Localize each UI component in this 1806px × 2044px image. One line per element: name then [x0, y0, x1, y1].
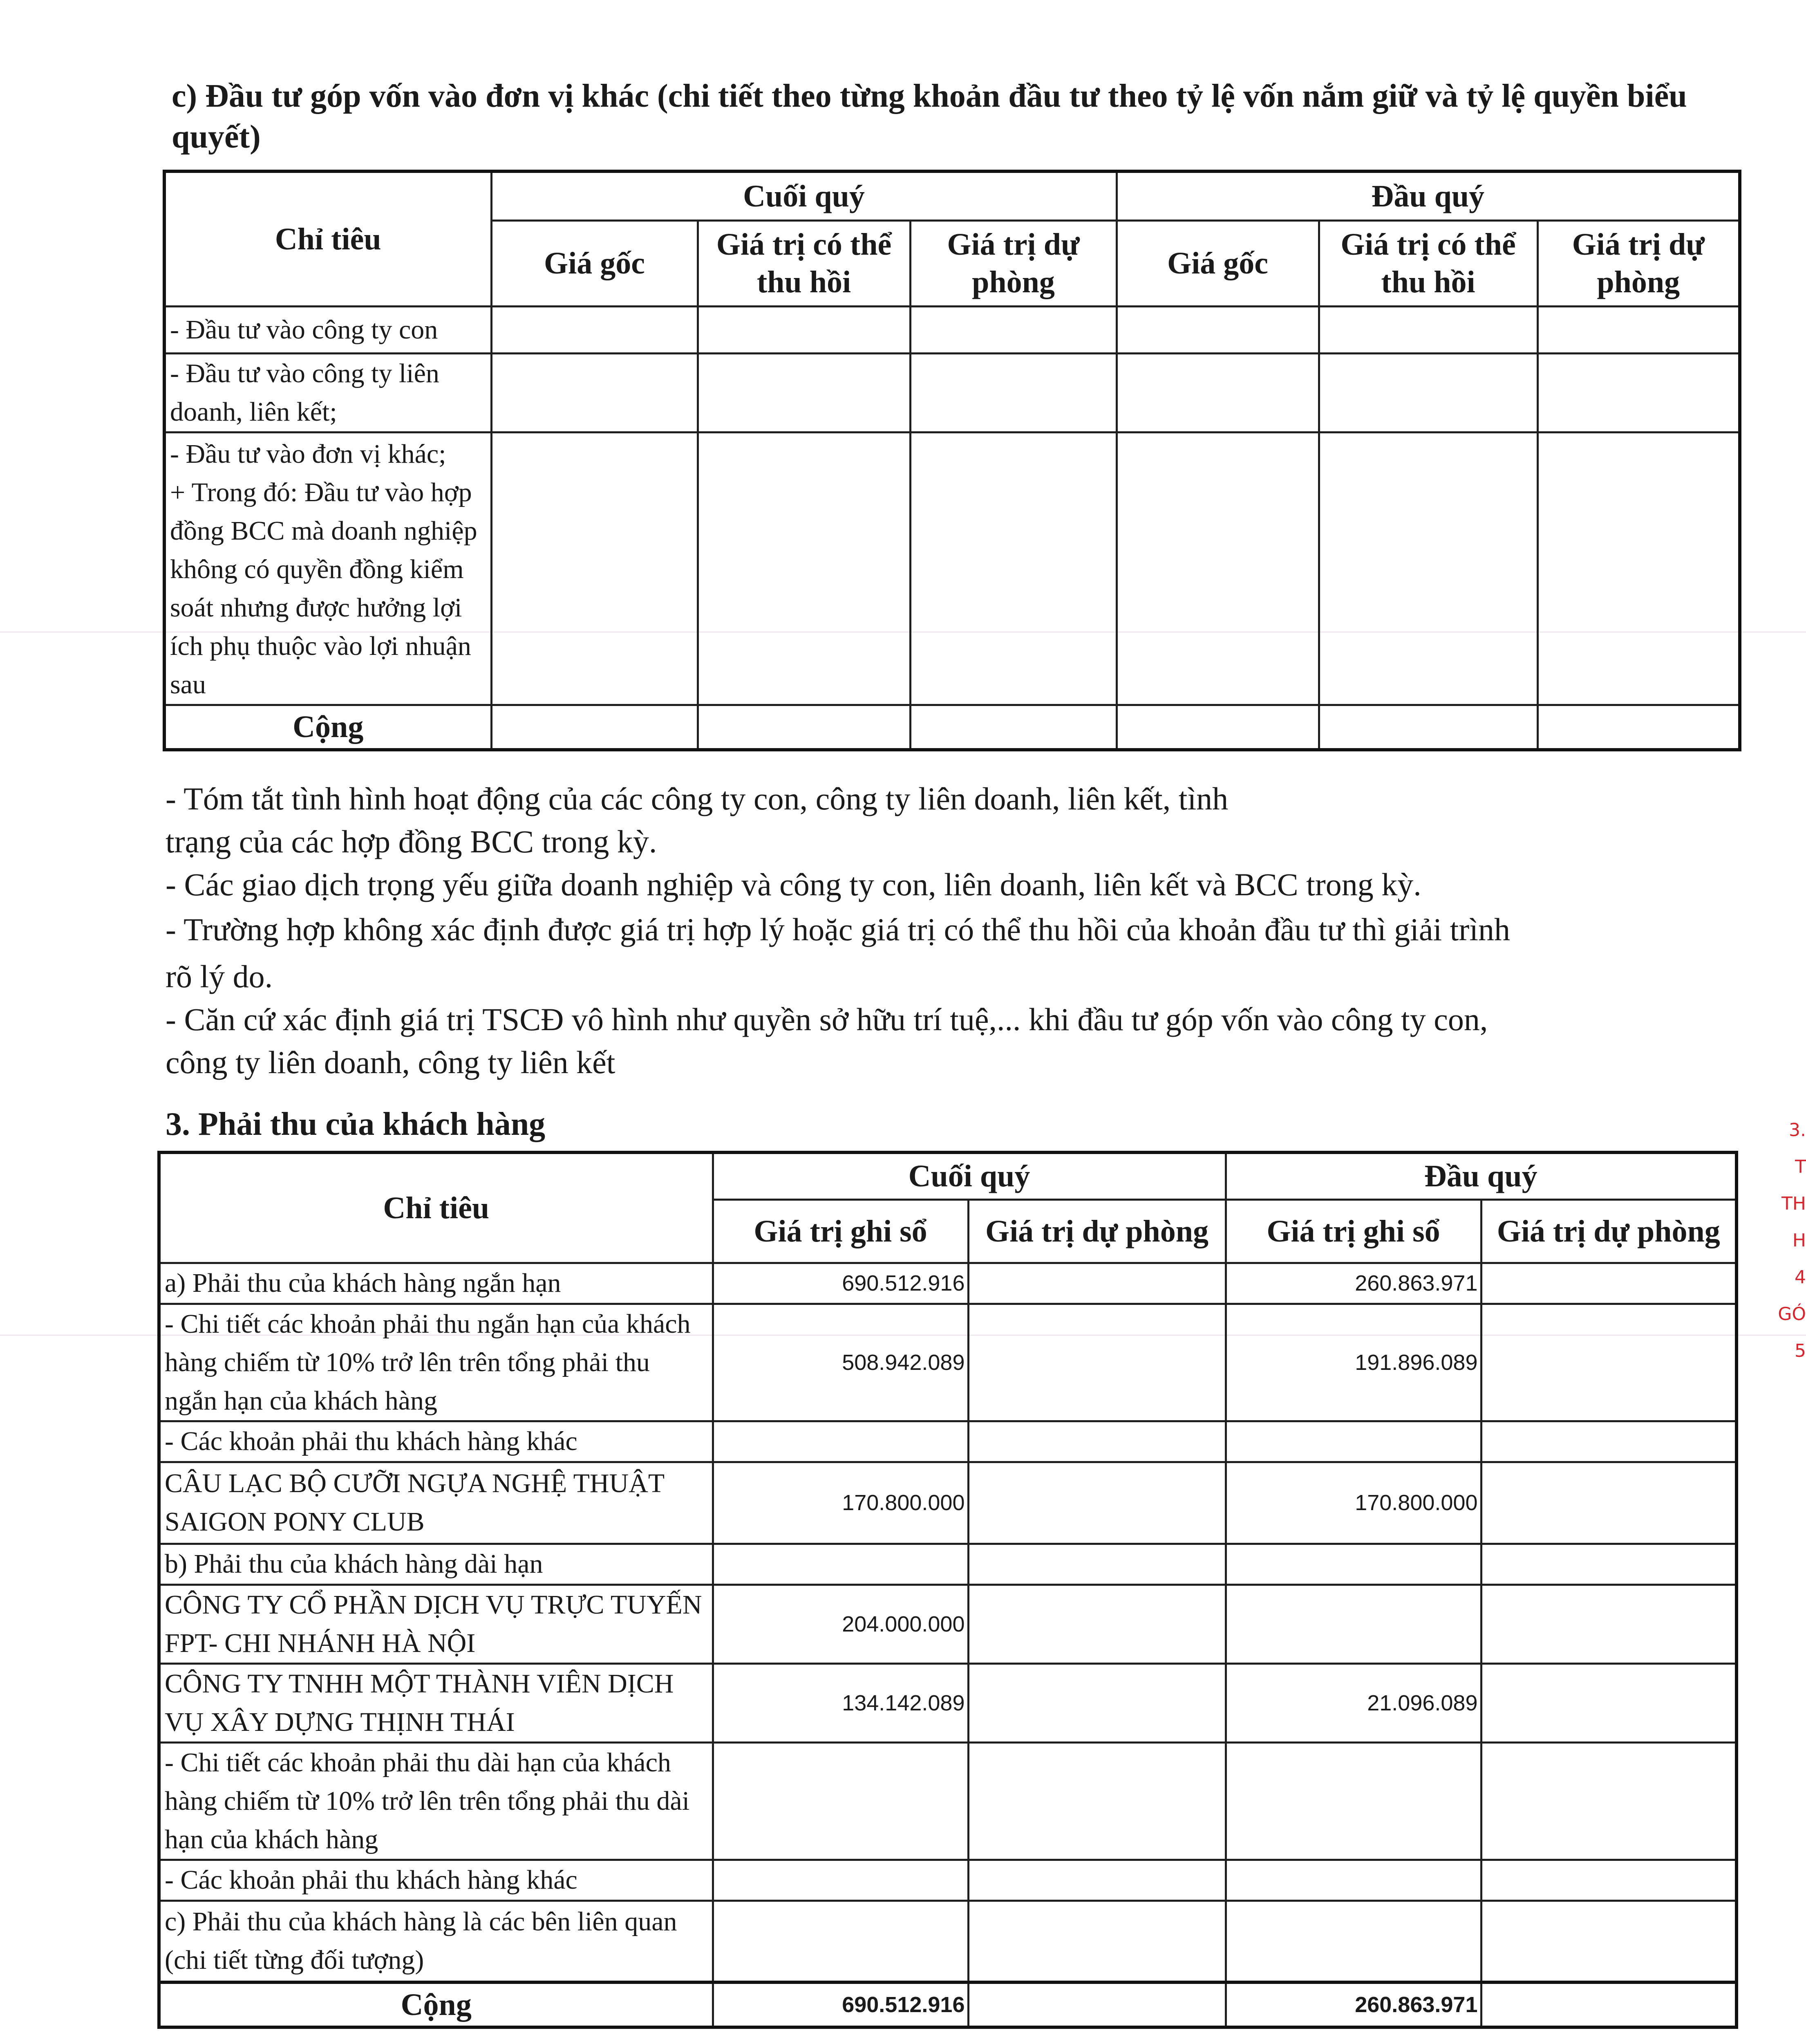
- header-du-phong: Giá trị dự phòng: [968, 1199, 1226, 1263]
- note-line: công ty liên doanh, công ty liên kết: [166, 1044, 615, 1080]
- stamp-text: H: [1792, 1230, 1806, 1251]
- begin-book-value: 21.096.089: [1226, 1663, 1481, 1742]
- section-c-heading: c) Đầu tư góp vốn vào đơn vị khác (chi tiết theo từng khoản đầu tư theo tỷ lệ vốn nắm giữ và tỷ lệ quyền biểu quyết): [172, 78, 1687, 155]
- total-end-book-value: 690.512.916: [713, 1982, 968, 2027]
- end-book-value: 170.800.000: [713, 1462, 968, 1544]
- begin-provision: [1481, 1421, 1737, 1462]
- table-row: [164, 353, 1740, 432]
- header-gia-tri-du-phong: Giá trị dự phòng: [910, 220, 1117, 306]
- table-row: [159, 1860, 1737, 1901]
- begin-book-value: [1226, 1901, 1481, 1982]
- begin-book-value: [1226, 1860, 1481, 1901]
- table-row: [164, 432, 1740, 705]
- row-label: - Các khoản phải thu khách hàng khác: [159, 1421, 713, 1462]
- total-row: [164, 705, 1740, 750]
- begin-book-value: [1226, 1585, 1481, 1663]
- note-line: rõ lý do.: [166, 959, 273, 994]
- begin-book-value: [1226, 1742, 1481, 1860]
- total-begin-provision: [1481, 1982, 1737, 2027]
- total-begin-book-value: 260.863.971: [1226, 1982, 1481, 2027]
- header-gia-goc: Giá gốc: [491, 220, 698, 306]
- end-provision: [968, 1860, 1226, 1901]
- header-cuoi-quy: Cuối quý: [491, 171, 1117, 220]
- row-label-line: - Đầu tư vào đơn vị khác;: [170, 439, 446, 469]
- row-label: - Chi tiết các khoản phải thu ngắn hạn của khách hàng chiếm từ 10% trở lên trên tổng phải thu ngắn hạn của khách hàng: [159, 1304, 713, 1421]
- table-row: [159, 1742, 1737, 1860]
- header-chi-tieu: Chỉ tiêu: [164, 171, 491, 306]
- begin-provision: [1481, 1901, 1737, 1982]
- table-row: [159, 1304, 1737, 1421]
- row-label: CÔNG TY CỔ PHẦN DỊCH VỤ TRỰC TUYẾN FPT- CHI NHÁNH HÀ NỘI: [159, 1585, 713, 1663]
- begin-provision: [1481, 1462, 1737, 1544]
- header-ghi-so: Giá trị ghi sổ: [1226, 1199, 1481, 1263]
- row-label: - Chi tiết các khoản phải thu dài hạn của khách hàng chiếm từ 10% trở lên trên tổng phải thu dài hạn của khách hàng: [159, 1742, 713, 1860]
- total-end-provision: [968, 1982, 1226, 2027]
- row-label: [164, 432, 491, 705]
- begin-book-value: [1226, 1544, 1481, 1585]
- begin-provision: [1481, 1585, 1737, 1663]
- section-3-heading: 3. Phải thu của khách hàng: [166, 1106, 546, 1142]
- row-label: CÂU LẠC BỘ CƯỠI NGỰA NGHỆ THUẬT SAIGON PONY CLUB: [159, 1462, 713, 1544]
- end-book-value: 204.000.000: [713, 1585, 968, 1663]
- header-du-phong: Giá trị dự phòng: [1481, 1199, 1737, 1263]
- begin-provision: [1481, 1544, 1737, 1585]
- stamp-text: 5: [1795, 1340, 1806, 1361]
- header-gia-tri-thu-hoi: Giá trị có thể thu hồi: [698, 220, 910, 306]
- table-row: [159, 1421, 1737, 1462]
- header-dau-quy: Đầu quý: [1117, 171, 1740, 220]
- begin-book-value: 170.800.000: [1226, 1462, 1481, 1544]
- header-cuoi-quy: Cuối quý: [713, 1152, 1226, 1199]
- row-label: - Đầu tư vào công ty liên doanh, liên kết;: [164, 353, 491, 432]
- begin-provision: [1481, 1663, 1737, 1742]
- stamp-text: 4: [1795, 1267, 1806, 1288]
- end-provision: [968, 1263, 1226, 1304]
- note-line: - Căn cứ xác định giá trị TSCĐ vô hình như quyền sở hữu trí tuệ,... khi đầu tư góp vốn vào công ty con,: [166, 1002, 1488, 1037]
- red-stamp-fragment: [1777, 1112, 1806, 1369]
- header-ghi-so: Giá trị ghi sổ: [713, 1199, 968, 1263]
- row-label: c) Phải thu của khách hàng là các bên liên quan (chi tiết từng đối tượng): [159, 1901, 713, 1982]
- investment-table: [163, 170, 1741, 751]
- table-row: [159, 1544, 1737, 1585]
- begin-provision: [1481, 1742, 1737, 1860]
- end-provision: [968, 1663, 1226, 1742]
- end-provision: [968, 1421, 1226, 1462]
- total-label: Cộng: [164, 705, 491, 750]
- begin-book-value: 260.863.971: [1226, 1263, 1481, 1304]
- end-provision: [968, 1742, 1226, 1860]
- stamp-text: 3.: [1789, 1120, 1806, 1141]
- total-row: [159, 1982, 1737, 2027]
- end-book-value: 134.142.089: [713, 1663, 968, 1742]
- begin-book-value: 191.896.089: [1226, 1304, 1481, 1421]
- row-label: - Các khoản phải thu khách hàng khác: [159, 1860, 713, 1901]
- header-dau-quy: Đầu quý: [1226, 1152, 1737, 1199]
- note-line: trạng của các hợp đồng BCC trong kỳ.: [166, 824, 657, 859]
- table-row: [159, 1901, 1737, 1982]
- begin-book-value: [1226, 1421, 1481, 1462]
- stamp-text: TH: [1781, 1193, 1806, 1214]
- note-line: - Các giao dịch trọng yếu giữa doanh nghiệp và công ty con, liên doanh, liên kết và BCC trong kỳ.: [166, 867, 1421, 902]
- total-label: Cộng: [159, 1982, 713, 2027]
- header-chi-tieu: Chỉ tiêu: [159, 1152, 713, 1263]
- end-book-value: [713, 1742, 968, 1860]
- row-label: b) Phải thu của khách hàng dài hạn: [159, 1544, 713, 1585]
- end-book-value: [713, 1421, 968, 1462]
- end-provision: [968, 1901, 1226, 1982]
- table-row: [159, 1663, 1737, 1742]
- end-provision: [968, 1462, 1226, 1544]
- table-row: [159, 1263, 1737, 1304]
- end-book-value: 690.512.916: [713, 1263, 968, 1304]
- row-label: a) Phải thu của khách hàng ngắn hạn: [159, 1263, 713, 1304]
- receivables-table: [157, 1151, 1738, 2029]
- end-provision: [968, 1585, 1226, 1663]
- table-row: [159, 1462, 1737, 1544]
- end-book-value: 508.942.089: [713, 1304, 968, 1421]
- end-provision: [968, 1544, 1226, 1585]
- end-provision: [968, 1304, 1226, 1421]
- row-label-line: + Trong đó: Đầu tư vào hợp đồng BCC mà doanh nghiệp không có quyền đồng kiểm soát nhưng được hưởng lợi ích phụ thuộc vào lợi nhuận sau: [170, 477, 477, 699]
- row-label: CÔNG TY TNHH MỘT THÀNH VIÊN DỊCH VỤ XÂY DỰNG THỊNH THÁI: [159, 1663, 713, 1742]
- row-label: - Đầu tư vào công ty con: [164, 306, 491, 353]
- begin-provision: [1481, 1860, 1737, 1901]
- table-row: [164, 306, 1740, 353]
- stamp-text: T: [1795, 1156, 1806, 1177]
- end-book-value: [713, 1901, 968, 1982]
- begin-provision: [1481, 1263, 1737, 1304]
- note-line: - Tóm tắt tình hình hoạt động của các công ty con, công ty liên doanh, liên kết, tình: [166, 781, 1229, 816]
- note-line: - Trường hợp không xác định được giá trị hợp lý hoặc giá trị có thể thu hồi của khoản đầu tư thì giải trình: [166, 912, 1510, 947]
- header-gia-tri-thu-hoi: Giá trị có thể thu hồi: [1319, 220, 1537, 306]
- header-gia-goc: Giá gốc: [1117, 220, 1319, 306]
- stamp-text: GÓ: [1778, 1304, 1806, 1325]
- header-gia-tri-du-phong: Giá trị dự phòng: [1537, 220, 1740, 306]
- table-row: [159, 1585, 1737, 1663]
- end-book-value: [713, 1860, 968, 1901]
- begin-provision: [1481, 1304, 1737, 1421]
- end-book-value: [713, 1544, 968, 1585]
